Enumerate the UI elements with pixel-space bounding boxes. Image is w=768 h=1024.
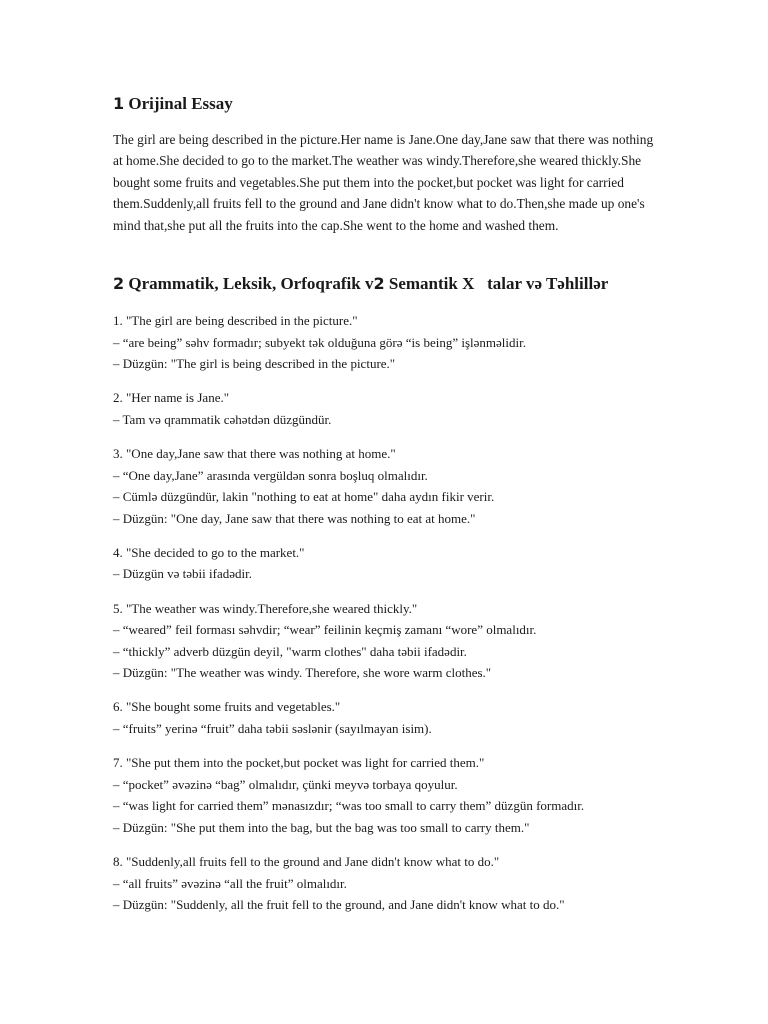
item-note: – “fruits” yerinə “fruit” daha təbii səslənir (sayılmayan isim).: [113, 721, 432, 736]
analysis-item: [113, 387, 673, 430]
item-note: – “thickly” adverb düzgün deyil, "warm clothes" daha təbii ifadədir.: [113, 643, 467, 659]
item-note: – Düzgün: "The girl is being described in the picture.": [113, 356, 396, 372]
item-note: – Tam və qrammatik cəhətdən düzgündür.: [113, 411, 332, 427]
item-quote: 1. "The girl are being described in the picture.": [113, 313, 358, 328]
analysis-item: [113, 542, 673, 585]
section-heading-analysis: [113, 273, 608, 295]
item-note: – Düzgün: "She put them into the bag, but the bag was too small to carry them.": [113, 819, 530, 835]
item-note: – Düzgün: "Suddenly, all the fruit fell to the ground, and Jane didn't know what to do.": [113, 897, 565, 913]
analysis-item: [113, 696, 673, 739]
item-quote: 7. "She put them into the pocket,but pocket was light for carried them.": [113, 755, 485, 771]
analysis-item: [113, 443, 673, 529]
item-note: – Düzgün: "The weather was windy. Therefore, she wore warm clothes.": [113, 665, 492, 681]
section-title: Orijinal Essay: [128, 94, 233, 113]
analysis-list: [113, 310, 673, 928]
section-heading-original-essay: [113, 93, 233, 115]
item-note: – “was light for carried them” mənasızdır; “was too small to carry them” düzgün formadır.: [113, 798, 585, 814]
item-note: – “pocket” əvəzinə “bag” olmalıdır, çünki meyvə torbaya qoyulur.: [113, 776, 458, 792]
item-note: – “weared” feil forması səhvdir; “wear” feilinin keçmiş zamanı “wore” olmalıdır.: [113, 622, 537, 638]
section-title-part-b: Semantik X talar və Təhlillər: [388, 274, 609, 293]
section-title-part-a: Qrammatik, Leksik, Orfoqrafik v: [128, 274, 374, 293]
item-note: – Düzgün və təbii ifadədir.: [113, 566, 252, 582]
item-quote: 4. "She decided to go to the market.": [113, 544, 305, 560]
item-note: – Düzgün: "One day, Jane saw that there was nothing to eat at home.": [113, 510, 476, 526]
item-quote: 3. "One day,Jane saw that there was nothing at home.": [113, 445, 396, 461]
item-quote: 6. "She bought some fruits and vegetables.": [113, 699, 341, 715]
item-note: – “One day,Jane” arasında vergüldən sonra boşluq olmalıdır.: [113, 467, 428, 483]
section-number: 1: [113, 94, 125, 113]
section-number: 2: [113, 274, 125, 293]
item-note: – “all fruits” əvəzinə “all the fruit” olmalıdır.: [113, 875, 347, 891]
item-quote: 5. "The weather was windy.Therefore,she weared thickly.": [113, 600, 418, 616]
essay-paragraph: The girl are being described in the picture.Her name is Jane.One day,Jane saw that there was nothing at home.She decided to go to the market.The weather was windy.Therefore,she weared thickly.She bought some fruits and vegetables.She put them into the pocket,but pocket was light for carried them.Suddenly,all fruits fell to the ground and Jane didn't know what to do.Then,she made up one's mind that,she put all the fruits into the cap.She went to the home and washed them.: [113, 132, 654, 233]
analysis-item: [113, 851, 673, 916]
item-quote: 8. "Suddenly,all fruits fell to the ground and Jane didn't know what to do.": [113, 853, 500, 869]
analysis-item: [113, 310, 673, 375]
item-note: – Cümlə düzgündür, lakin "nothing to eat at home" daha aydın fikir verir.: [113, 489, 495, 505]
section-number-inline: 2: [373, 274, 385, 293]
analysis-item: [113, 752, 673, 838]
item-quote: 2. "Her name is Jane.": [113, 390, 230, 406]
analysis-item: [113, 598, 673, 684]
item-note: – “are being” səhv formadır; subyekt tək olduğuna görə “is being” işlənməlidir.: [113, 334, 526, 350]
